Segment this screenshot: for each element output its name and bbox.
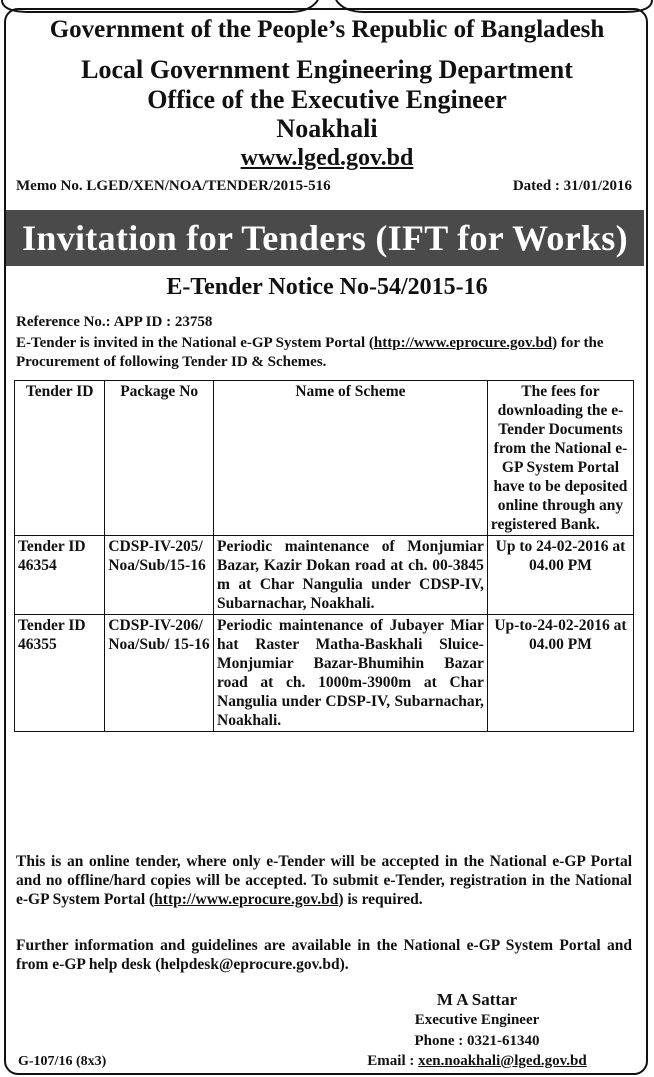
reference-number: Reference No.: APP ID : 23758 bbox=[16, 314, 213, 330]
portal-link[interactable]: http://www.eprocure.gov.bd bbox=[373, 335, 553, 351]
package-no-cell: CDSP-IV-206/ Noa/Sub/ 15-16 bbox=[105, 615, 214, 732]
scheme-cell: Periodic maintenance of Monjumiar Bazar, Kazir Dokan road at ch. 00-3845 m at Char Nangulia under CDSP-IV, Subarnachar, Noakhali. bbox=[214, 536, 488, 615]
deadline-cell: Up to 24-02-2016 at 04.00 PM bbox=[487, 536, 633, 615]
website-link[interactable]: www.lged.gov.bd bbox=[240, 145, 414, 171]
scheme-cell: Periodic maintenance of Jubayer Miar hat Raster Matha-Baskhali Sluice-Monjumiar Bazar-Bhumihin Bazar road at ch. 1000m-3900m at Char Nangulia under CDSP-IV, Subarnachar, Noakhali. bbox=[214, 615, 488, 732]
table-header-row bbox=[15, 381, 634, 536]
ad-code: G-107/16 (8x3) bbox=[18, 1054, 107, 1069]
portal-link[interactable]: http://www.eprocure.gov.bd bbox=[154, 891, 339, 908]
package-no-cell: CDSP-IV-205/ Noa/Sub/15-16 bbox=[105, 536, 214, 615]
gov-heading: Government of the People’s Republic of Bangladesh bbox=[49, 16, 605, 43]
col-scheme: Name of Scheme bbox=[214, 381, 488, 536]
memo-date: Dated : 31/01/2016 bbox=[512, 178, 632, 194]
ift-title-banner: Invitation for Tenders (IFT for Works) bbox=[6, 210, 644, 266]
col-fees-deadline: The fees for downloading the e-Tender Documents from the National e-GP System Portal have to be deposited online through any registered Bank. bbox=[487, 381, 633, 536]
tender-notice-number: E-Tender Notice No-54/2015-16 bbox=[166, 274, 488, 300]
col-package-no: Package No bbox=[105, 381, 214, 536]
tender-table bbox=[14, 380, 634, 732]
signatory-email: Email : xen.noakhali@lged.gov.bd bbox=[367, 1053, 587, 1069]
col-tender-id: Tender ID bbox=[15, 381, 105, 536]
table-row bbox=[15, 615, 634, 732]
online-tender-paragraph: This is an online tender, where only e-Tender will be accepted in the National e-GP Portal and no offline/hard copies will be accepted. To submit e-Tender, registration in the National e-GP System Portal (http://www.eprocure.gov.bd) is required. bbox=[16, 853, 632, 908]
tender-id-cell: Tender ID 46354 bbox=[15, 536, 105, 615]
email-link[interactable]: xen.noakhali@lged.gov.bd bbox=[418, 1053, 587, 1069]
table-row bbox=[15, 536, 634, 615]
deadline-cell: Up-to-24-02-2016 at 04.00 PM bbox=[487, 615, 633, 732]
signatory-designation: Executive Engineer bbox=[414, 1012, 540, 1028]
location-heading: Noakhali bbox=[276, 114, 378, 143]
intro-paragraph: E-Tender is invited in the National e-GP System Portal (http://www.eprocure.gov.bd) for the Procurement of following Tender ID & Schemes. bbox=[16, 335, 604, 370]
further-info-paragraph: Further information and guidelines are available in the National e-GP System Portal and from e-GP help desk (helpdesk@eprocure.gov.bd). bbox=[16, 937, 632, 973]
tender-id-cell: Tender ID 46355 bbox=[15, 615, 105, 732]
department-heading: Local Government Engineering Department bbox=[81, 55, 573, 84]
memo-number: Memo No. LGED/XEN/NOA/TENDER/2015-516 bbox=[16, 178, 331, 194]
signatory-name: M A Sattar bbox=[436, 990, 518, 1009]
signatory-phone: Phone : 0321-61340 bbox=[414, 1033, 540, 1049]
office-heading: Office of the Executive Engineer bbox=[147, 85, 507, 114]
